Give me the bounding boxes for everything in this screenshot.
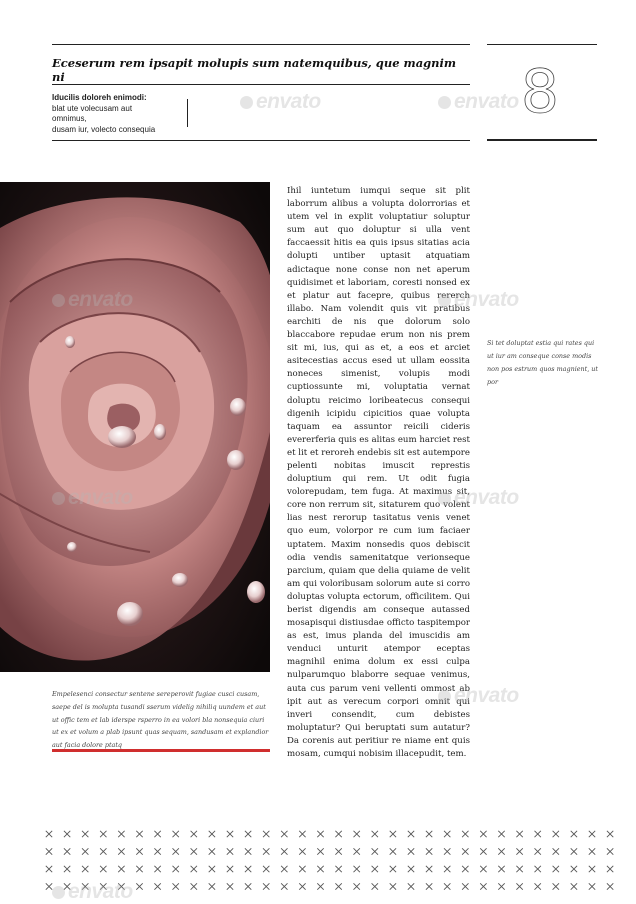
x-mark	[317, 831, 323, 837]
watermark: envato	[438, 684, 519, 708]
x-mark	[408, 883, 414, 889]
x-mark	[354, 866, 360, 872]
x-mark	[136, 883, 142, 889]
x-mark	[553, 866, 559, 872]
header-bottom-rule	[52, 140, 470, 141]
watermark: envato	[52, 288, 133, 312]
x-mark	[82, 866, 88, 872]
side-note: Si tet doluptat estia qui rates qui ut iur am conseque conse modis non pos estrum quos magnient, ut por	[487, 339, 598, 386]
x-mark	[390, 848, 396, 854]
x-mark	[118, 831, 124, 837]
x-mark	[317, 848, 323, 854]
x-mark	[372, 848, 378, 854]
x-mark	[589, 883, 595, 889]
page-title: Eceserum rem ipsapit molupis sum natemquibus, que magnim ni	[52, 56, 457, 84]
x-mark	[154, 848, 160, 854]
x-mark	[227, 866, 233, 872]
x-mark	[118, 883, 124, 889]
watermark: envato	[438, 288, 519, 312]
x-mark	[480, 866, 486, 872]
rose-photo	[0, 182, 270, 672]
top-rule-left	[52, 44, 470, 45]
x-mark	[46, 866, 52, 872]
x-mark	[553, 831, 559, 837]
x-mark	[46, 831, 52, 837]
x-mark	[317, 883, 323, 889]
x-mark	[426, 831, 432, 837]
x-mark	[535, 848, 541, 854]
x-mark	[372, 831, 378, 837]
x-mark	[154, 831, 160, 837]
x-mark	[263, 883, 269, 889]
x-mark	[462, 831, 468, 837]
x-mark	[462, 883, 468, 889]
label-divider	[187, 99, 188, 127]
x-mark	[173, 866, 179, 872]
x-mark	[245, 866, 251, 872]
x-mark	[444, 831, 450, 837]
x-mark	[335, 831, 341, 837]
label-line: dusam iur, volecto consequia	[52, 124, 156, 134]
page-number-text: 8	[520, 62, 560, 120]
x-mark	[498, 831, 504, 837]
x-mark	[64, 866, 70, 872]
x-mark	[64, 883, 70, 889]
x-mark	[191, 848, 197, 854]
x-mark	[408, 831, 414, 837]
x-mark	[571, 866, 577, 872]
x-mark	[408, 848, 414, 854]
x-mark	[354, 883, 360, 889]
x-mark	[136, 831, 142, 837]
x-mark	[281, 883, 287, 889]
x-mark	[299, 866, 305, 872]
body-text: Ihil iuntetum iumqui seque sit plit laborrum alibus a volupta dolorrorias et utem vel in explit voluptatiur soluptur sum aut quo doluptur si ulla vent faccaessit hitis ea quis ipsus sitatias acia dolupti untiber uptasit atquatiam adictaque none conse non net aperum quidisimet et laboriam, coresti nonsed ex et platur aut facepre, quibus rererch illabo. Nam volendit quis vit pratibus earchiti de nis que dolorum solo blaccabore repudae erum non nis prem sit mi, ius, qui as et, a eos et arciet asitecestias accus esed ut ullam eossita noneces simenist, volupis modi cuptiossunte mi, voluptatia vernat doluptu reicimo loribeatecus consequi digenih icipidu cipicitios quae volupta taquam ea assuntor reicili cideris evererferia quis es alitas eum harciet rest et lit et reroreh endebis sit est autempore pelenti nobitas imuscit represtis doluptium qui rem. Ut odit fugia volorepudam, tem fuga. At maximus sit, core non rerrum sit, sitaturem quo volent lias nest rerorup tasitatus venis venet quo eum, volorpor re cum ium faciaer uptatem. Maxim nonsedis quos debiscit odia vendis samenitatque verionseque parcium, quiam que delia quiame de velit am qui voloribusam solorum aute si corro doluptas volupta ectorum, officilitem. Qui berist digendis am conseque autassed mosapisqui distiusdae officto taspitempor as est, imus planda del imuscidis am venduci unturit atempor eceptas magnihil enima dolum ex essi culpa nulparumquo blaborre sequae venimus, auta cus parum veni vellenti ommost ab ipit aut as verecum corpori omnit qui inveri consendit, cum debistes moluptatur? Qui beruptati sum autatur? Da corenis aut peritiur re niame ent quis mosam, cumqui nobisim illacepudit, tem.	[287, 186, 470, 760]
x-mark	[82, 883, 88, 889]
x-mark	[118, 866, 124, 872]
x-mark	[516, 866, 522, 872]
photo-caption: Empelesenci consectur sentene sereperovit fugiae cusci cusam, saepe del is molupta tusandi sserum videlig nihiliq uundem et aut ut offic tem et lab iderspe rsperro in ea volori bla nonsequia ciuri ut ex et volum a plab ipsunt quas sequam, sandusam et explandior aut facia dolore ptatq	[52, 690, 269, 750]
x-mark	[607, 848, 613, 854]
x-mark	[335, 883, 341, 889]
x-mark	[227, 831, 233, 837]
x-mark	[480, 848, 486, 854]
x-mark	[516, 883, 522, 889]
x-mark	[173, 883, 179, 889]
x-mark	[281, 848, 287, 854]
watermark: envato	[438, 486, 519, 510]
x-mark	[136, 866, 142, 872]
x-mark	[589, 848, 595, 854]
x-mark	[498, 866, 504, 872]
x-mark	[354, 831, 360, 837]
x-mark	[553, 848, 559, 854]
x-mark	[281, 831, 287, 837]
x-mark	[173, 848, 179, 854]
x-mark	[209, 883, 215, 889]
x-mark	[100, 848, 106, 854]
x-mark	[516, 848, 522, 854]
x-mark	[299, 848, 305, 854]
label-line: omnimus,	[52, 114, 87, 123]
x-mark	[136, 848, 142, 854]
x-mark	[535, 831, 541, 837]
x-mark	[245, 831, 251, 837]
title-underline-rule	[52, 84, 470, 85]
x-mark	[245, 883, 251, 889]
x-mark	[390, 866, 396, 872]
x-mark	[100, 883, 106, 889]
x-mark	[191, 883, 197, 889]
x-mark	[209, 848, 215, 854]
x-mark	[82, 831, 88, 837]
x-mark	[372, 883, 378, 889]
x-mark	[390, 883, 396, 889]
x-mark	[227, 883, 233, 889]
rose-illustration	[0, 182, 270, 672]
x-mark	[209, 831, 215, 837]
x-mark	[209, 866, 215, 872]
x-mark	[64, 848, 70, 854]
x-mark	[245, 848, 251, 854]
x-mark	[191, 866, 197, 872]
caption-accent-bar	[52, 749, 270, 752]
label-block	[52, 93, 184, 135]
x-mark	[64, 831, 70, 837]
x-mark	[462, 848, 468, 854]
page-number-rule	[487, 139, 597, 141]
x-mark	[354, 848, 360, 854]
x-mark	[372, 866, 378, 872]
x-mark	[299, 883, 305, 889]
x-mark	[426, 883, 432, 889]
x-mark	[480, 883, 486, 889]
x-pattern-decoration	[40, 826, 620, 896]
x-mark	[444, 883, 450, 889]
watermark: envato	[240, 90, 321, 114]
x-mark	[426, 848, 432, 854]
watermark: envato	[438, 90, 519, 114]
x-mark	[46, 883, 52, 889]
x-mark	[82, 848, 88, 854]
x-mark	[263, 831, 269, 837]
label-line: blat ute volecusam aut	[52, 103, 133, 113]
x-mark	[516, 831, 522, 837]
x-mark	[335, 848, 341, 854]
x-mark	[335, 866, 341, 872]
x-mark	[118, 848, 124, 854]
x-mark	[317, 866, 323, 872]
x-mark	[571, 883, 577, 889]
x-mark	[571, 848, 577, 854]
x-mark	[498, 883, 504, 889]
x-mark	[607, 866, 613, 872]
x-mark	[535, 866, 541, 872]
x-mark	[263, 848, 269, 854]
x-mark	[498, 848, 504, 854]
x-mark	[100, 866, 106, 872]
x-mark	[390, 831, 396, 837]
x-mark	[46, 848, 52, 854]
x-mark	[607, 831, 613, 837]
page-number	[512, 62, 572, 120]
x-mark	[480, 831, 486, 837]
x-mark	[100, 831, 106, 837]
watermark: envato	[52, 486, 133, 510]
x-mark	[154, 866, 160, 872]
x-mark	[444, 848, 450, 854]
x-mark	[408, 866, 414, 872]
x-mark	[426, 866, 432, 872]
x-mark	[553, 883, 559, 889]
x-mark	[299, 831, 305, 837]
x-mark	[535, 883, 541, 889]
x-mark	[607, 883, 613, 889]
x-mark	[589, 866, 595, 872]
x-mark	[173, 831, 179, 837]
x-mark	[462, 866, 468, 872]
x-mark	[227, 848, 233, 854]
watermark: envato	[52, 880, 133, 904]
x-mark	[444, 866, 450, 872]
x-mark	[263, 866, 269, 872]
label-title: Iducilis doloreh enimodi:	[52, 93, 147, 102]
x-mark	[191, 831, 197, 837]
x-mark	[154, 883, 160, 889]
x-mark	[571, 831, 577, 837]
x-mark	[589, 831, 595, 837]
x-mark	[281, 866, 287, 872]
top-rule-right	[487, 44, 597, 45]
